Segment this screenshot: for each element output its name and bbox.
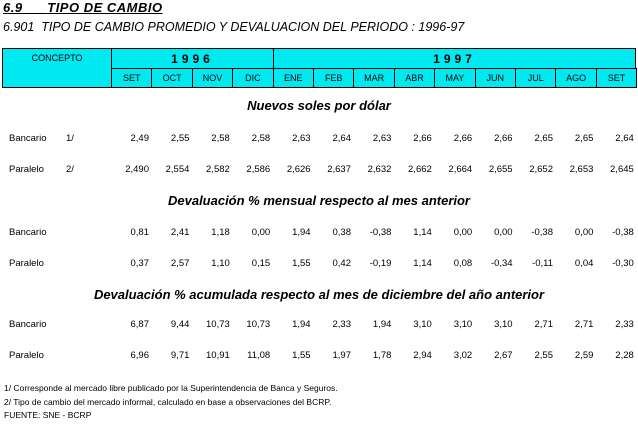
table-cell: 2,63 (372, 133, 392, 144)
table-cell: 0,42 (332, 258, 351, 269)
table-heading (3, 20, 464, 34)
table-cell: -0,11 (532, 258, 553, 269)
table-cell: 2,664 (448, 164, 473, 175)
table-cell: 2,66 (494, 133, 513, 144)
table-cell: 2,65 (534, 133, 553, 144)
table-cell: -0,30 (612, 258, 634, 269)
row-label: Bancario (9, 319, 47, 330)
table-cell: 2,66 (413, 133, 432, 144)
month-header: JUN (475, 68, 516, 88)
table-cell: 2,33 (332, 319, 351, 330)
table-cell: 1,94 (372, 319, 392, 330)
table-cell: 2,637 (327, 164, 351, 175)
table-cell: 0,38 (332, 227, 351, 238)
table-cell: 2,64 (332, 133, 351, 144)
table-number: 6.901 (3, 20, 35, 34)
table-cell: 2,67 (494, 350, 513, 361)
table-cell: 1,55 (292, 258, 311, 269)
table-cell: 2,71 (574, 319, 594, 330)
table-cell: 2,63 (292, 133, 311, 144)
row-label: Bancario (9, 133, 47, 144)
table-cell: 1,97 (332, 350, 351, 361)
month-header: MAR (353, 68, 394, 88)
section-title: Devaluación % mensual respecto al mes anterior (167, 193, 470, 208)
table-cell: 2,652 (529, 164, 553, 175)
section-number: 6.9 (3, 0, 23, 15)
table-cell: 2,66 (453, 133, 473, 144)
month-header: OCT (151, 68, 192, 88)
table-cell: 2,55 (170, 133, 190, 144)
row-label: Paralelo (9, 350, 44, 361)
table-cell: 1,94 (292, 319, 311, 330)
month-header: JUL (515, 68, 556, 88)
row-label: Bancario (9, 227, 47, 238)
table-cell: -0,19 (369, 258, 392, 269)
table-cell: 9,71 (170, 350, 190, 361)
table-cell: 2,554 (165, 164, 190, 175)
table-cell: 2,64 (615, 133, 634, 144)
table-cell: 10,73 (206, 319, 230, 330)
table-cell: 11,08 (247, 350, 271, 361)
table-cell: 2,71 (534, 319, 553, 330)
section-title: Nuevos soles por dólar (247, 98, 391, 113)
table-cell: 1,14 (413, 227, 432, 238)
table-cell: 2,490 (125, 164, 149, 175)
table-cell: 6,87 (130, 319, 149, 330)
table-cell: 0,00 (453, 227, 473, 238)
table-cell: 0,37 (130, 258, 149, 269)
table-cell: 1,55 (292, 350, 311, 361)
row-label: Paralelo (9, 258, 44, 269)
year-1996-header: 1996 (111, 48, 274, 69)
month-header: FEB (313, 68, 354, 88)
table-cell: 0,04 (574, 258, 594, 269)
table-cell: 2,94 (413, 350, 432, 361)
table-cell: 2,28 (615, 350, 634, 361)
month-header: MAY (434, 68, 475, 88)
month-header: NOV (192, 68, 233, 88)
table-cell: 2,586 (246, 164, 271, 175)
table-cell: 3,10 (413, 319, 432, 330)
table-cell: -0,38 (531, 227, 553, 238)
table-cell: 1,10 (211, 258, 230, 269)
table-cell: 2,65 (574, 133, 594, 144)
month-header: ABR (394, 68, 435, 88)
table-cell: 2,655 (488, 164, 513, 175)
concepto-header: CONCEPTO (2, 48, 112, 88)
table-cell: -0,38 (369, 227, 392, 238)
table-cell: 2,582 (206, 164, 230, 175)
table-cell: 10,73 (246, 319, 271, 330)
month-header: SET (596, 68, 637, 88)
table-cell: 2,41 (170, 227, 190, 238)
table-cell: 9,44 (170, 319, 190, 330)
table-cell: 1,18 (211, 227, 230, 238)
table-cell: 2,645 (610, 164, 634, 175)
table-cell: 2,49 (130, 133, 149, 144)
table-cell: 2,58 (211, 133, 230, 144)
row-footnote-ref: 2/ (66, 164, 74, 175)
year-1997-header: 1997 (273, 48, 636, 69)
table-cell: 3,10 (494, 319, 513, 330)
table-cell: 6,96 (130, 350, 149, 361)
table-cell: 3,10 (453, 319, 473, 330)
table-cell: 2,626 (286, 164, 311, 175)
table-cell: 1,14 (413, 258, 432, 269)
table-header (2, 48, 636, 88)
table-cell: 2,662 (408, 164, 432, 175)
footnote-1: 1/ Corresponde al mercado libre publicado por la Superintendencia de Banca y Seguros. (4, 383, 338, 393)
table-cell: 0,81 (130, 227, 149, 238)
month-header: AGO (555, 68, 596, 88)
footnote-2: 2/ Tipo de cambio del mercado informal, calculado en base a observaciones del BCRP. (4, 397, 332, 407)
table-cell: 1,78 (372, 350, 392, 361)
month-header: DIC (232, 68, 273, 88)
table-cell: 1,94 (292, 227, 311, 238)
section-title: TIPO DE CAMBIO (47, 0, 163, 15)
section-heading (3, 0, 163, 15)
table-cell: 2,58 (251, 133, 271, 144)
row-footnote-ref: 1/ (66, 133, 74, 144)
month-header: SET (111, 68, 152, 88)
table-cell: -0,34 (490, 258, 513, 269)
table-cell: 2,632 (367, 164, 392, 175)
table-title: TIPO DE CAMBIO PROMEDIO Y DEVALUACION DEL PERIODO : 1996-97 (41, 20, 465, 34)
table-cell: 0,08 (453, 258, 473, 269)
table-cell: 2,59 (574, 350, 594, 361)
table-cell: 3,02 (453, 350, 473, 361)
month-header: ENE (273, 68, 314, 88)
table-cell: 2,653 (569, 164, 594, 175)
table-cell: 0,00 (251, 227, 271, 238)
table-cell: 0,00 (494, 227, 513, 238)
source-note: FUENTE: SNE - BCRP (4, 410, 92, 420)
table-cell: 2,33 (615, 319, 634, 330)
table-cell: -0,38 (612, 227, 634, 238)
row-label: Paralelo (9, 164, 44, 175)
table-cell: 2,57 (170, 258, 190, 269)
table-cell: 2,55 (534, 350, 553, 361)
table-cell: 0,00 (574, 227, 594, 238)
table-cell: 0,15 (251, 258, 271, 269)
table-cell: 10,91 (206, 350, 230, 361)
section-title: Devaluación % acumulada respecto al mes de diciembre del año anterior (93, 287, 545, 302)
